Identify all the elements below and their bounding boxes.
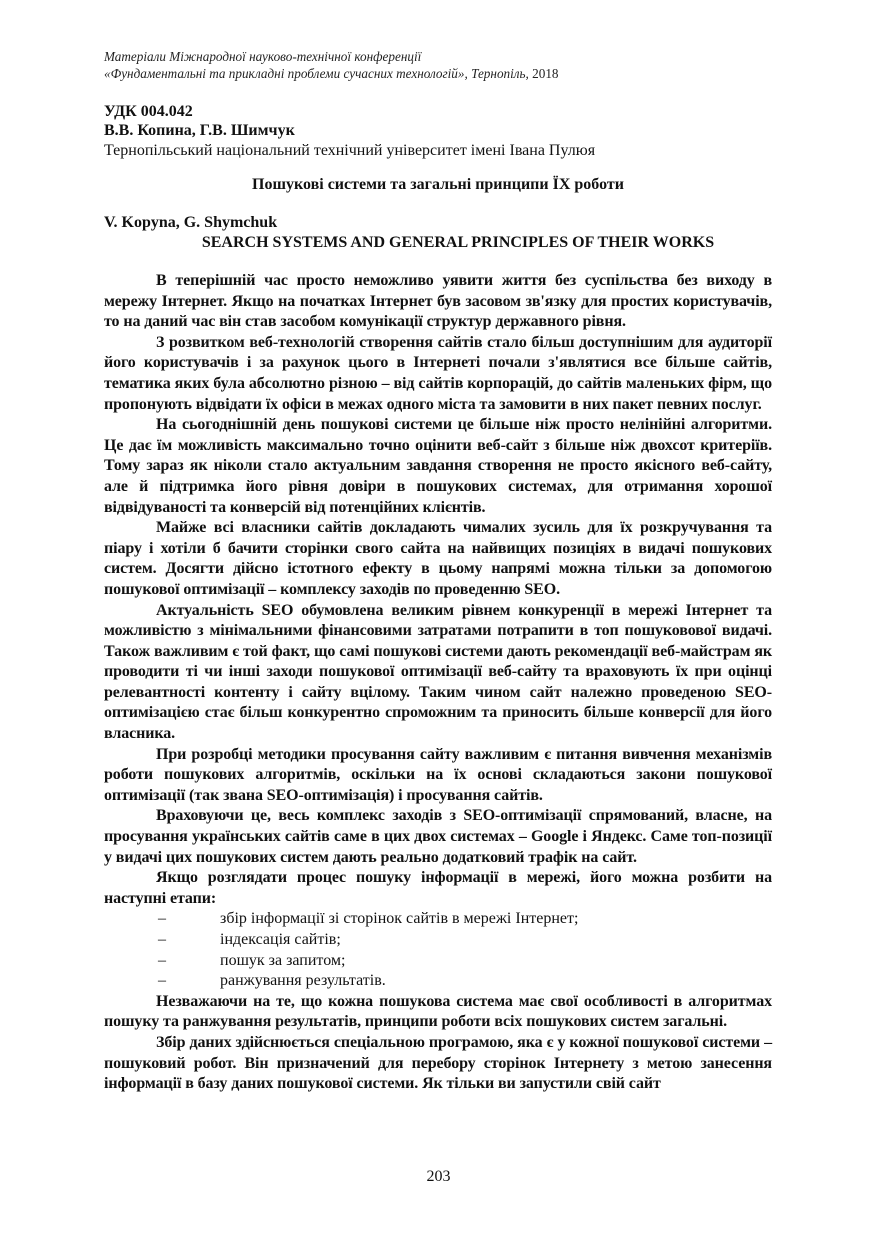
- page-content: [104, 48, 772, 1095]
- list-item-text: збір інформації зі сторінок сайтів в мережі Інтернет;: [220, 910, 579, 928]
- authors-en: V. Kopyna, G. Shymchuk: [104, 214, 278, 231]
- paragraph: В теперішній час просто неможливо уявити життя без суспільства без виходу в мережу Інтернет. Якщо на початках Інтернет був засовом зв'язку для простих користувачів, то на даний час він став засобом комунікації структур державного рівня.: [104, 272, 772, 331]
- paragraph: Збір даних здійснюється спеціальною програмою, яка є у кожної пошукової системи – пошуковий робот. Він призначений для перебору сторінок Інтернету з метою занесення інформації в базу даних пошукової системи. Як тільки ви запустили свій сайт: [104, 1033, 772, 1093]
- list-item: [104, 909, 772, 930]
- stages-list: [104, 909, 772, 991]
- conference-header-line2: [104, 65, 772, 82]
- authors-ua: В.В. Копина, Г.В. Шимчук: [104, 122, 295, 139]
- list-item: [104, 951, 772, 972]
- paragraph: Враховуючи це, весь комплекс заходів з SEO-оптимізації спрямований, власне, на просування українських сайтів саме в цих двох системах – Google і Яндекс. Саме топ-позиції у видачі цих пошукових систем дають реально додатковий трафік на сайт.: [104, 807, 772, 866]
- conference-year: 2018: [528, 66, 559, 81]
- title-ua: Пошукові системи та загальні принципи ЇХ роботи: [252, 176, 624, 193]
- paragraph: Актуальність SEO обумовлена великим рівнем конкуренції в мережі Інтернет та можливістю з мінімальними фінансовими затратами потрапити в топ пошукововoї видачі. Також важливим є той факт, що самі пошукові системи дають рекомендації веб-майстрам як проводити ті чи інші заходи пошукової оптимізації веб-сайту та враховують їх при оцінці релевантності контенту і сайту вцілому. Таким чином сайт належно проведеною SEO-оптимізацією стає більш конкурентно спроможним та приносить більше конверсії для його власника.: [104, 601, 772, 743]
- conference-header: [104, 48, 772, 82]
- list-item-text: пошук за запитом;: [220, 951, 346, 969]
- list-dash: –: [158, 972, 166, 990]
- page-number: 203: [426, 1168, 451, 1185]
- conference-title: «Фундаментальні та прикладні проблеми сучасних технологій», Тернопіль,: [104, 66, 529, 81]
- paragraph: Майже всі власники сайтів докладають чималих зусиль для їх розкручування та піару і хотіли б бачити сторінки свого сайта на найвищих позиціях в видачі пошукових систем. Досягти дійсно істотного ефекту в цьому напрямі можна тільки за допомогою пошукової оптимізації – комплексу заходів по проведенню SEO.: [104, 519, 772, 598]
- udc-code: УДК 004.042: [104, 103, 193, 120]
- list-item-text: індексація сайтів;: [220, 931, 341, 948]
- affiliation: Тернопільський національний технічний університет імені Івана Пулюя: [104, 142, 596, 159]
- paragraph: Якщо розглядати процес пошуку інформації в мережі, його можна розбити на наступні етапи:: [104, 869, 772, 907]
- list-item: [104, 971, 772, 992]
- conference-header-line1: Матеріали Міжнародної науково-технічної конференції: [104, 49, 422, 64]
- list-dash: –: [158, 931, 166, 948]
- list-dash: –: [158, 951, 166, 969]
- paragraph: З розвитком веб-технологій створення сайтів стало більш доступнішим для аудиторії його користувачів і за рахунок цього в Інтернеті почали з'являтися все більше сайтів, тематика яких була абсолютно різною – від сайтів корпорацій, до сайтів маленьких фірм, що пропонують відвідати їх офіси в межах одного міста та замовити в них пакет певних послуг.: [104, 333, 772, 413]
- list-dash: –: [158, 910, 166, 928]
- title-en: SEARCH SYSTEMS AND GENERAL PRINCIPLES OF THEIR WORKS: [201, 234, 715, 251]
- paragraph: На сьогоднішній день пошукові системи це більше ніж просто нелінійні алгоритми. Це дає їм можливість максимально точно оцінити веб-сайт з більше ніж двохсот критеріїв. Тому зараз як ніколи стало актуальним завдання створення не просто якісного веб-сайту, але й підтримка його рівня довіри в пошукових системах, для отримання хорошої відвідуваності та конверсій від потенційних клієнтів.: [104, 416, 772, 516]
- list-item-text: ранжування результатів.: [220, 972, 386, 990]
- paragraph: Незважаючи на те, що кожна пошукова система має свої особливості в алгоритмах пошуку та ранжування результатів, принципи роботи всіх пошукових систем загальні.: [104, 992, 772, 1031]
- paragraph: При розробці методики просування сайту важливим є питання вивчення механізмів роботи пошукових алгоритмів, оскільки на їх основі складаються закони пошукової оптимізації (так звана SEO-оптимізація) і просування сайтів.: [104, 745, 772, 804]
- list-item: [104, 930, 772, 951]
- article-body: [104, 271, 772, 1095]
